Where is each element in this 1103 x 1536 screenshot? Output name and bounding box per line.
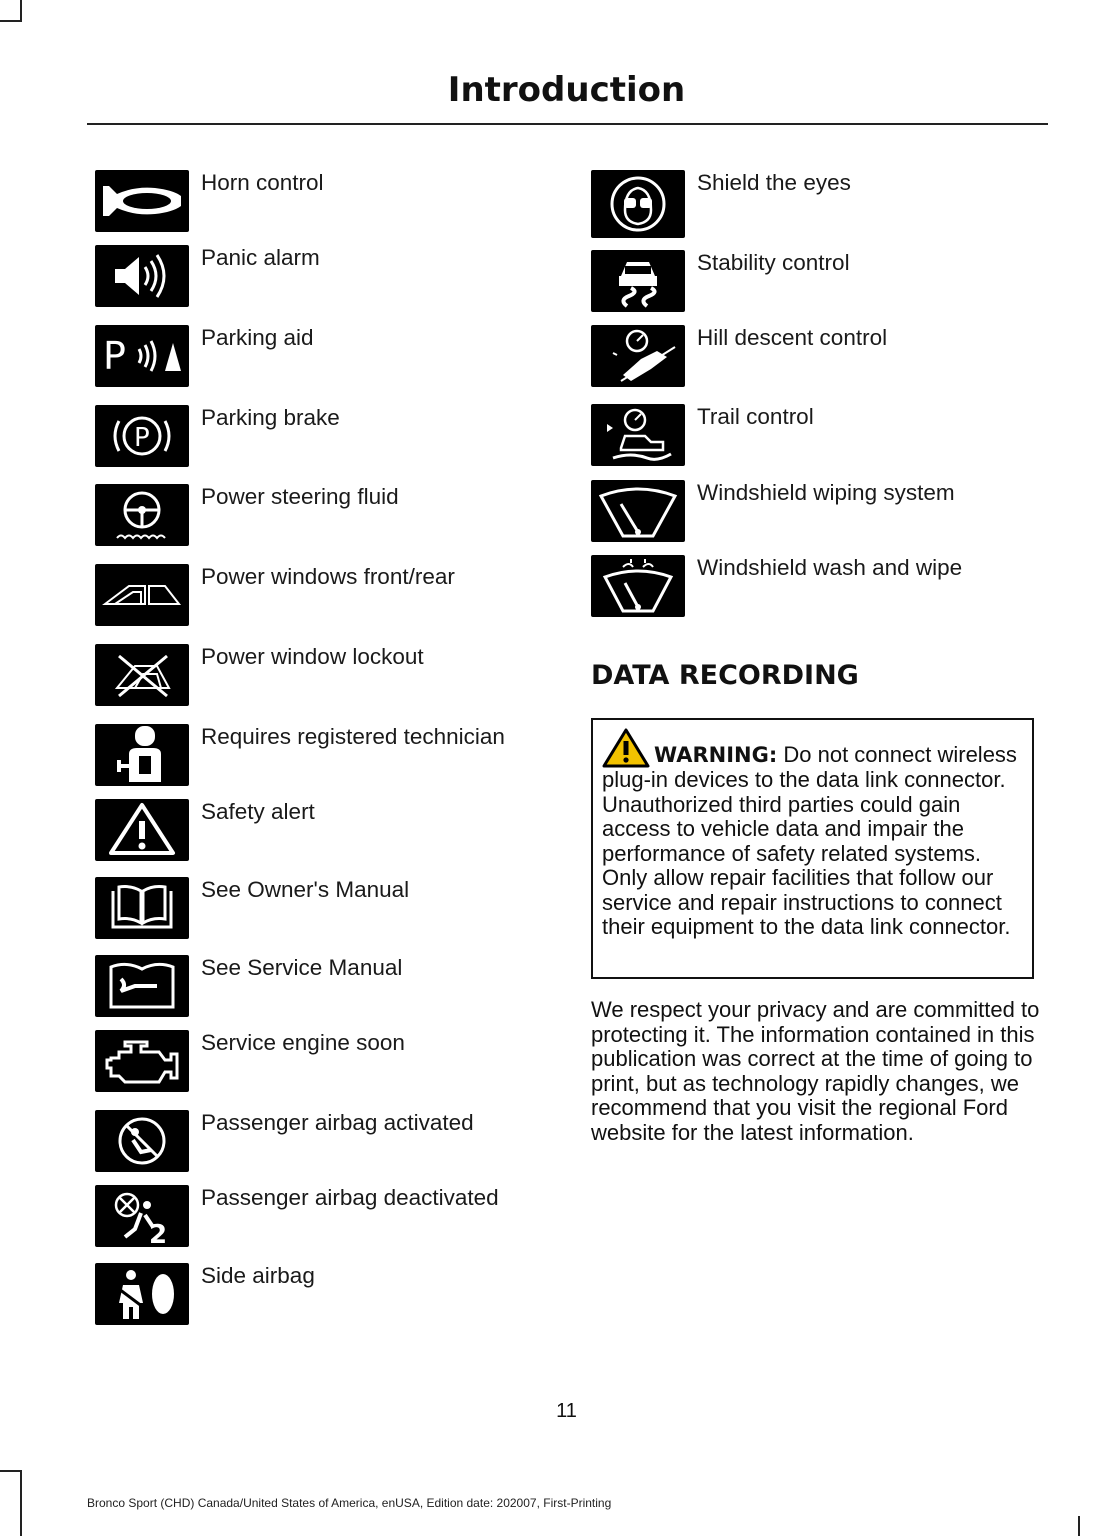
symbol-label: Safety alert <box>201 799 315 824</box>
symbol-label: Passenger airbag activated <box>201 1110 474 1135</box>
page-number: 11 <box>556 1400 577 1422</box>
title-divider <box>87 123 1048 125</box>
symbol-label: Windshield wiping system <box>697 480 955 505</box>
svg-text:2: 2 <box>149 1220 168 1247</box>
technician-icon <box>95 724 189 786</box>
symbol-label: Power windows front/rear <box>201 564 455 589</box>
wiper-icon <box>591 480 685 542</box>
service-manual-icon <box>95 955 189 1017</box>
goggles-icon <box>591 170 685 238</box>
parking-aid-icon <box>95 325 189 387</box>
symbol-label: Power steering fluid <box>201 484 399 509</box>
symbol-label: Trail control <box>697 404 814 429</box>
symbol-label: Hill descent control <box>697 325 888 350</box>
warning-triangle-icon <box>602 728 650 768</box>
symbol-label: Horn control <box>201 170 324 195</box>
symbol-label: Power window lockout <box>201 644 424 669</box>
safety-alert-icon <box>95 799 189 861</box>
airbag-activated-icon <box>95 1110 189 1172</box>
symbol-label: Parking brake <box>201 405 340 430</box>
engine-icon <box>95 1030 189 1092</box>
symbol-label: Passenger airbag deactivated <box>201 1185 499 1210</box>
wash-wipe-icon <box>591 555 685 617</box>
symbol-label: Shield the eyes <box>697 170 851 195</box>
warning-text: Do not connect wireless plug-in devices to the data link connector. Unauthorized third parties could gain access to vehicle data and impair the performance of safety related systems. Only allow repair facilities that follow our service and repair instructions to connect their equipment to the data link connector. <box>602 742 1017 939</box>
side-airbag-icon <box>95 1263 189 1325</box>
airbag-deactivated-icon <box>95 1185 189 1247</box>
speaker-icon <box>95 245 189 307</box>
power-windows-icon <box>95 564 189 626</box>
privacy-paragraph: We respect your privacy and are committed to protecting it. The information contained in this publication was correct at the time of going to print, but as technology rapidly changes, we recommend that you visit the regional Ford website for the latest information. <box>591 997 1040 1145</box>
footer-text: Bronco Sport (CHD) Canada/United States of America, enUSA, Edition date: 202007, First-Printing <box>87 1496 612 1510</box>
symbol-label: See Service Manual <box>201 955 403 980</box>
symbol-label: Requires registered technician <box>201 724 505 749</box>
symbol-label: See Owner's Manual <box>201 877 410 902</box>
symbol-label: Stability control <box>697 250 850 275</box>
horn-icon <box>95 170 189 232</box>
section-heading: DATA RECORDING <box>591 660 859 691</box>
symbol-label: Side airbag <box>201 1263 315 1288</box>
parking-brake-icon <box>95 405 189 467</box>
svg-text:P: P <box>103 334 126 378</box>
symbol-label: Service engine soon <box>201 1030 405 1055</box>
stability-control-icon <box>591 250 685 312</box>
crop-mark <box>20 1470 22 1536</box>
symbol-label: Panic alarm <box>201 245 320 270</box>
crop-mark <box>0 1470 22 1472</box>
trail-control-icon <box>591 404 685 466</box>
warning-box <box>591 718 1034 979</box>
hill-descent-icon <box>591 325 685 387</box>
owners-manual-icon <box>95 877 189 939</box>
steering-fluid-icon <box>95 484 189 546</box>
warning-label: WARNING: <box>654 743 778 767</box>
window-lockout-icon <box>95 644 189 706</box>
symbol-label: Parking aid <box>201 325 314 350</box>
svg-text:P: P <box>134 423 150 453</box>
crop-mark <box>1078 1516 1080 1536</box>
crop-mark <box>0 20 22 22</box>
page-title: Introduction <box>447 70 686 110</box>
symbol-label: Windshield wash and wipe <box>697 555 963 580</box>
crop-mark <box>20 0 22 20</box>
